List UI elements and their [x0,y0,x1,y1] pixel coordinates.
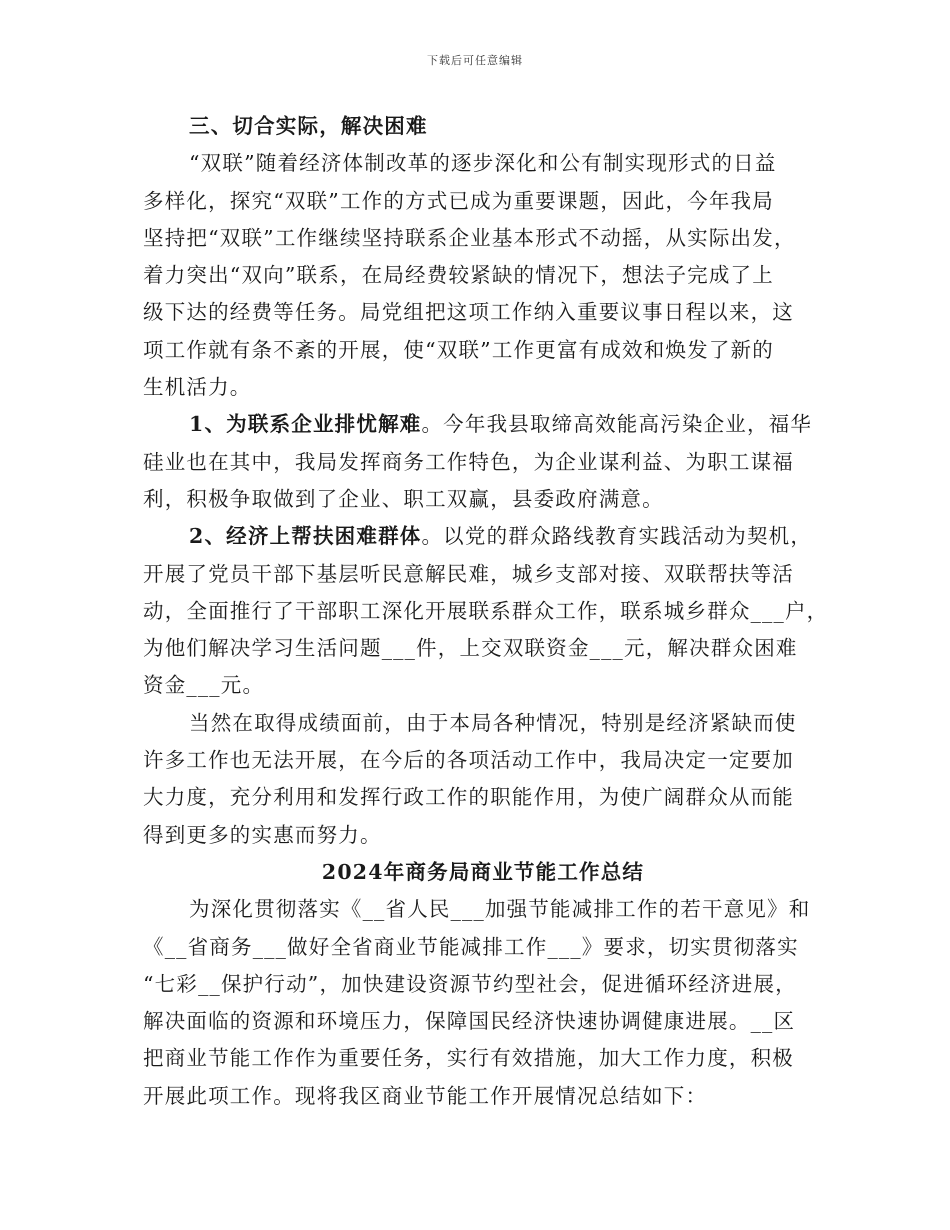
text-line: 得到更多的实惠而努力。 [143,822,382,847]
text-line: 级下达的经费等任务。局党组把这项工作纳入重要议事日程以来，这 [143,300,794,325]
text-line: “七彩__保护行动”，加快建设资源节约型社会，促进循环经济进展， [143,971,797,996]
document-title: 2024年商务局商业节能工作总结 [321,859,645,884]
text-line: “双联”随着经济体制改革的逐步深化和公有制实现形式的日益 [189,151,777,176]
text-line: 坚持把“双联”工作继续坚持联系企业基本形式不动摇，从实际出发， [143,225,796,250]
text-line: 资金___元。 [143,673,265,698]
item-lead: 1、为联系企业排忧解难 [189,412,422,437]
text-line: 多样化，探究“双联”工作的方式已成为重要课题，因此，今年我局 [143,188,774,213]
text-line: 项工作就有条不紊的开展，使“双联”工作更富有成效和焕发了新的 [143,337,774,362]
paragraph-conclusion [143,705,823,854]
item-text: 。以党的群众路线教育实践活动为契机， [421,524,813,549]
page-header: 下载后可任意编辑 [427,54,523,67]
text-line: 生机活力。 [143,375,252,400]
text-line [143,406,823,443]
text-line: 当然在取得成绩面前，由于本局各种情况，特别是经济紧缺而使 [189,710,797,735]
text-line: 硅业也在其中，我局发挥商务工作特色，为企业谋利益、为职工谋福 [143,449,794,474]
text-line: 动，全面推行了干部职工深化开展联系群众工作，联系城乡群众___户， [143,598,829,623]
text-line: 为他们解决学习生活问题___件，上交双联资金___元，解决群众困难 [143,636,798,661]
text-line: 解决面临的资源和环境压力，保障国民经济快速协调健康进展。__区 [143,1009,796,1034]
text-line: 开展此项工作。现将我区商业节能工作开展情况总结如下： [143,1083,708,1108]
text-line: 许多工作也无法开展，在今后的各项活动工作中，我局决定一定要加 [143,748,794,773]
document-body [143,108,829,1115]
text-line: 开展了党员干部下基层听民意解民难，城乡支部对接、双联帮扶等活 [143,561,794,586]
paragraph-item-1 [143,406,823,518]
paragraph-intro [143,891,823,1115]
text-line: 利，积极争取做到了企业、职工双赢，县委政府满意。 [143,486,664,511]
paragraph-item-2 [143,518,829,704]
paragraph-shuanglian [143,145,823,406]
text-line: 把商业节能工作作为重要任务，实行有效措施，加大工作力度，积极 [143,1046,794,1071]
text-line: 《__省商务___做好全省商业节能减排工作___》要求，切实贯彻落实 [143,934,799,959]
text-line: 着力突出“双向”联系，在局经费较紧缺的情况下，想法子完成了上 [143,263,774,288]
text-line: 大力度，充分利用和发挥行政工作的职能作用，为使广阔群众从而能 [143,785,794,810]
text-line: 为深化贯彻落实《__省人民___加强节能减排工作的若干意见》和 [189,897,811,922]
text-line [143,518,823,555]
item-lead: 2、经济上帮扶困难群体 [189,524,422,549]
section-heading: 三、切合实际，解决困难 [189,114,428,138]
item-text: 。今年我县取缔高效能高污染企业，福华 [421,412,813,437]
